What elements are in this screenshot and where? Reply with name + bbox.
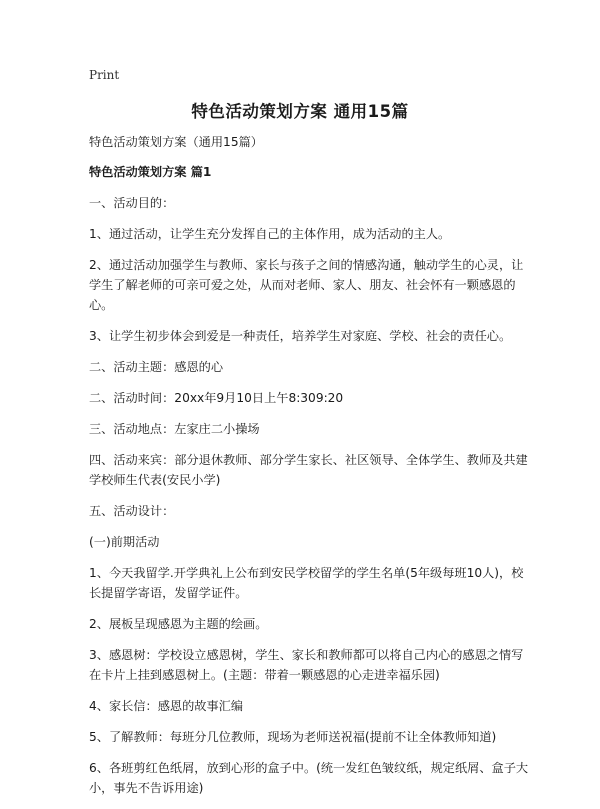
paragraph: 3、感恩树：学校设立感恩树，学生、家长和教师都可以将自己内心的感恩之情写在卡片上挂到感恩树上。(主题：带着一颗感恩的心走进幸福乐园) xyxy=(89,648,524,682)
paragraph: 2、通过活动加强学生与教师、家长与孩子之间的情感沟通，触动学生的心灵，让学生了解老师的可亲可爱之处，从而对老师、家人、朋友、社会怀有一颗感恩的心。 xyxy=(89,258,524,312)
paragraph: 三、活动地点：左家庄二小操场 xyxy=(89,422,260,436)
paragraph: 一、活动目的： xyxy=(89,196,175,210)
print-label[interactable]: Print xyxy=(89,68,120,82)
paragraph: (一)前期活动 xyxy=(89,535,160,549)
paragraph: 二、活动时间：20xx年9月10日上午8:309:20 xyxy=(89,391,344,405)
document-subtitle: 特色活动策划方案（通用15篇） xyxy=(89,135,263,149)
paragraph: 五、活动设计： xyxy=(89,504,175,518)
paragraph: 四、活动来宾：部分退休教师、部分学生家长、社区领导、全体学生、教师及共建学校师生代表(安民小学) xyxy=(89,453,528,487)
paragraph: 1、今天我留学.开学典礼上公布到安民学校留学的学生名单(5年级每班10人)，校长提留学寄语，发留学证件。 xyxy=(89,566,524,600)
section-heading: 特色活动策划方案 篇1 xyxy=(89,165,212,179)
paragraph: 6、各班剪红色纸屑，放到心形的盒子中。(统一发红色皱纹纸，规定纸屑、盒子大小，事先不告诉用途) xyxy=(89,761,529,795)
paragraph: 2、展板呈现感恩为主题的绘画。 xyxy=(89,617,268,631)
paragraph: 二、活动主题：感恩的心 xyxy=(89,360,224,374)
document-body xyxy=(89,132,529,809)
page-title: 特色活动策划方案 通用15篇 xyxy=(191,102,409,121)
paragraph: 5、了解教师：每班分几位教师，现场为老师送祝福(提前不让全体教师知道) xyxy=(89,730,497,744)
paragraph: 4、家长信：感恩的故事汇编 xyxy=(89,699,244,713)
paragraph: 3、让学生初步体会到爱是一种责任，培养学生对家庭、学校、社会的责任心。 xyxy=(89,329,512,343)
paragraph: 1、通过活动，让学生充分发挥自己的主体作用，成为活动的主人。 xyxy=(89,227,451,241)
